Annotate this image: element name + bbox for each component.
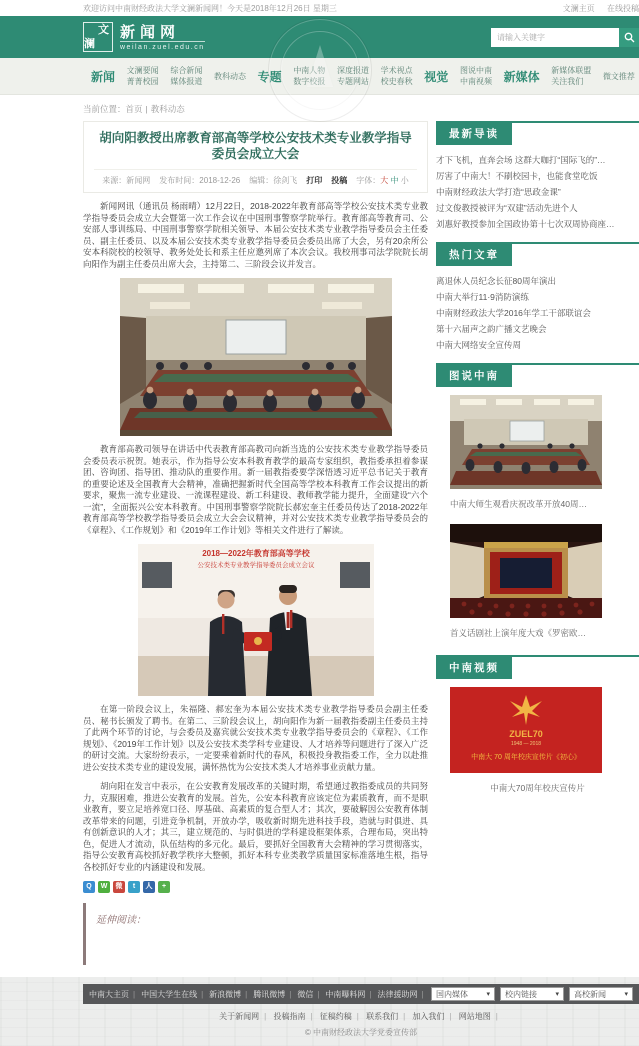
share-tencent-weibo-icon[interactable]: t — [128, 881, 140, 893]
search-button[interactable] — [619, 28, 639, 47]
latest-item[interactable]: 过文俊教授被评为“双建”活动先进个人 — [436, 203, 578, 213]
article-column — [83, 121, 428, 965]
nav-sub-digital-paper[interactable]: 数字校报 — [293, 77, 326, 86]
share-weibo-icon[interactable]: 微 — [113, 881, 125, 893]
search-input[interactable] — [491, 28, 619, 47]
latest-reads-section — [436, 121, 639, 232]
article-paragraph-1: 新闻网讯（通讯员 杨雨晴）12月22日，2018-2022年教育部高等学校公安技术类专业教学指导委员会成立大会暨第一次工作会议在中国刑事警察学院举行。教育部高等教育司、公安部人事训练局、中国刑事警察学院相关领导、本届公安技术类专业教学指导委员会主任委员、副主任委员、以及本届公安技术类专业教学指导委员会委员出席了大会，另有20余所公安本科院校的校领导、教务处处长和系主任应邀列席了本次会议。我校刑事司法学院院长胡向阳作为副主任委员出席大会，主持第二、三阶段会议并发言。 — [83, 201, 428, 269]
svg-text:中南大 70 周年校庆宣传片《初心》: 中南大 70 周年校庆宣传片《初心》 — [471, 754, 581, 761]
chevron-down-icon: ▾ — [555, 991, 559, 998]
video-card[interactable] — [450, 687, 639, 778]
footer-secondary-links — [83, 1011, 639, 1022]
search-bar — [491, 28, 639, 47]
article-photo-conference — [120, 278, 392, 436]
video-caption[interactable]: 中南大70周年校庆宣传片 — [490, 783, 585, 793]
picture-card-meeting[interactable] — [450, 395, 639, 494]
nav-sub-general-news[interactable]: 综合新闻 — [170, 66, 203, 75]
sidebar — [436, 121, 639, 810]
footer-link[interactable]: 中国大学生在线 | — [141, 989, 207, 1000]
contribute-button[interactable]: 投稿 — [331, 176, 348, 185]
wenlan-home-link[interactable]: 文澜主页 — [562, 3, 595, 13]
footer-link[interactable]: 微信 | — [297, 989, 323, 1000]
nav-sub-alliance[interactable]: 新媒体联盟 — [551, 66, 592, 75]
article-source: 新闻网 — [126, 176, 151, 185]
campus-links-dropdown[interactable]: 校内链接 ▾ — [500, 987, 564, 1001]
hot-item[interactable]: 中南大举行11·9消防演练 — [436, 292, 529, 302]
hot-articles-heading: 热门文章 — [436, 244, 512, 266]
latest-item[interactable]: 才下飞机，直奔会场 这群大咖打“国际飞的”… — [436, 155, 606, 165]
svg-text:公安技术类专业教学指导委员会成立会议: 公安技术类专业教学指导委员会成立会议 — [197, 562, 314, 569]
breadcrumb-home[interactable]: 首页 — [125, 104, 143, 114]
nav-item-newmedia[interactable]: 新媒体 — [503, 69, 540, 84]
nav-sub-follow-us[interactable]: 关注我们 — [551, 77, 584, 86]
nav-sub-topic-sites[interactable]: 专题网站 — [336, 77, 369, 86]
footer-sitemap-link[interactable]: 网站地图 | — [459, 1012, 503, 1021]
nav-sub-indepth[interactable]: 深度报道 — [336, 66, 369, 75]
related-reading-title: 延伸阅读： — [96, 915, 146, 926]
site-domain: weilan.zuel.edu.cn — [120, 41, 205, 51]
share-more-icon[interactable]: + — [158, 881, 170, 893]
article-header — [83, 121, 428, 193]
latest-item[interactable]: 中南财经政法大学打造“思政金课” — [436, 187, 561, 197]
share-bar — [83, 881, 428, 893]
nav-group-topics-b — [337, 65, 369, 87]
nav-sub-teaching-research[interactable]: 教科动态 — [213, 71, 246, 81]
online-submission-link[interactable]: 在线投稿 — [607, 3, 639, 13]
nav-sub-people[interactable]: 中南人物 — [293, 66, 326, 75]
wenlan-logo-mark: 文 澜 — [83, 22, 113, 52]
nav-group-wechat — [603, 71, 635, 82]
article-paragraph-2: 教育部高教司领导在讲话中代表教育部高教司向新当选的公安技术类专业教学指导委员会委员表示祝贺。她表示，作为指导公安本科教育教学的最高专家组织，教指委承担着参谋团、咨询团、指导团、推动队的重要作用。新一届教指委要学深悟透习近平总书记关于教育的重要论述及全国教育大会精神，准确把握新时代全国高等学校本科教育工作会议提出的新要求，聚焦一流专业建设、一流课程建设、新工科建设、教师教学能力提升，全面建设“六个一流”，全面振兴公安本科教育。中国刑事警察学院院长郝宏奎主任委员传达了2018-2022年教育部高等学校教学指导委员会成立大会会议精神，并对公安技术类专业教学指导委员会的《章程》、《工作规划》和《2019年工作计划》等相关文件进行了解读。 — [83, 444, 428, 535]
video-section — [436, 655, 639, 800]
nav-item-news[interactable]: 新闻 — [91, 69, 116, 84]
nav-group-topics-c — [381, 65, 413, 87]
latest-item[interactable]: 厉害了中南大！不刷校园卡，也能食堂吃饭 — [436, 171, 598, 181]
video-thumb — [450, 687, 602, 773]
footer-link[interactable]: 腾讯微博 | — [253, 989, 295, 1000]
nav-group-news-c — [214, 71, 246, 82]
footer-contact-link[interactable]: 联系我们 | — [366, 1012, 410, 1021]
svg-text:1948 — 2018: 1948 — 2018 — [510, 741, 542, 747]
footer-link[interactable]: 新浪微博 | — [209, 989, 251, 1000]
latest-item[interactable]: 刘惠好教授参加全国政协第十七次双周协商座… — [436, 219, 615, 229]
nav-sub-campus[interactable]: 菁菁校园 — [126, 77, 159, 86]
footer-about-link[interactable]: 关于新闻网 | — [219, 1012, 271, 1021]
site-header — [0, 16, 639, 58]
article-title: 胡向阳教授出席教育部高等学校公安技术类专业教学指导委员会成立大会 — [94, 130, 417, 170]
related-reading-box — [83, 903, 428, 965]
nav-sub-videos[interactable]: 中南视频 — [459, 77, 492, 86]
editor-name: 徐剑飞 — [273, 176, 298, 185]
picture-caption-meeting[interactable]: 中南大师生观看庆祝改革开放40周… — [450, 499, 587, 509]
article-body — [83, 201, 428, 873]
article-meta: 来源：新闻网 发布时间：2018-12-26 编辑：徐剑飞 打印 投稿 字体：大 中 小 — [102, 176, 409, 185]
site-logo[interactable] — [83, 22, 205, 52]
picture-caption-theater[interactable]: 首义话剧社上演年度大戏《罗密欧… — [450, 628, 587, 638]
chevron-down-icon: ▾ — [624, 991, 628, 998]
picture-card-theater[interactable] — [450, 524, 639, 623]
publish-time: 2018-12-26 — [199, 176, 241, 185]
footer-link[interactable]: 法律援助网 | — [377, 989, 427, 1000]
chevron-down-icon: ▾ — [486, 991, 490, 998]
nav-sub-pictures[interactable]: 图说中南 — [459, 66, 492, 75]
article-photo-award — [138, 544, 374, 696]
svg-text:2018—2022年教育部高等学校: 2018—2022年教育部高等学校 — [201, 549, 310, 558]
article-paragraph-3: 在第一阶段会议上，朱福隆、郝宏奎为本届公安技术类专业教学指导委员会副主任委员、秘书长颁发了聘书。在第二、三阶段会议上，胡向阳作为新一届教指委副主任委员主持了此两个环节的讨论，与会委员及嘉宾就公安技术类专业教学指导委员会的《章程》、《工作规划》、《2019年工作计划》以及公安技术类学科专业建设、人才培养等问题进行了深入广泛的研讨交流。大家纷纷表示，一定要乘着新时代的春风，积极投身教指委工作，全力以赴推进公安技术类专业的建设发展，满怀热忱为公安技术类人才培养事业贡献力量。 — [83, 704, 428, 772]
site-name: 新闻网 — [120, 23, 181, 41]
copyright-text: © 中南财经政法大学党委宣传部 — [304, 1028, 418, 1037]
svg-text:ZUEL70: ZUEL70 — [509, 729, 543, 739]
footer-links-bar — [83, 984, 639, 1004]
nav-group-topics-a — [293, 65, 325, 87]
hot-item[interactable]: 中南大网络安全宣传周 — [436, 340, 522, 350]
media-select-dropdown[interactable]: 国内媒体 ▾ — [431, 987, 495, 1001]
latest-reads-heading: 最新导读 — [436, 123, 512, 145]
footer — [0, 977, 639, 1046]
topbar-links — [553, 3, 639, 14]
nav-sub-history[interactable]: 校史春秋 — [380, 77, 413, 86]
pictures-section — [436, 363, 639, 645]
font-size-small-button[interactable]: 小 — [400, 176, 409, 185]
main-nav — [0, 58, 639, 95]
nav-group-newmedia — [551, 65, 591, 87]
footer-submission-guide-link[interactable]: 投稿指南 | — [273, 1012, 317, 1021]
font-size-large-button[interactable]: 大 — [380, 176, 389, 185]
breadcrumb: 当前位置：首页 | 教科动态 — [83, 104, 185, 114]
hot-item[interactable]: 第十六届声之韵广播文艺晚会 — [436, 324, 547, 334]
pictures-heading: 图说中南 — [436, 365, 512, 387]
nav-group-visual — [460, 65, 492, 87]
font-size-medium-button[interactable]: 中 — [390, 176, 399, 185]
breadcrumb-current: 教科动态 — [150, 104, 185, 114]
nav-sub-academic-view[interactable]: 学术视点 — [380, 66, 413, 75]
footer-link[interactable]: 中南曝料网 | — [325, 989, 375, 1000]
nav-item-visual[interactable]: 视觉 — [424, 69, 449, 84]
top-utility-bar — [0, 0, 639, 16]
footer-join-link[interactable]: 加入我们 | — [412, 1012, 456, 1021]
nav-group-news-a — [127, 65, 159, 87]
hot-item[interactable]: 离退休人员纪念长征80周年演出 — [436, 276, 556, 286]
nav-group-news-b — [170, 65, 202, 87]
video-heading: 中南视频 — [436, 657, 512, 679]
nav-sub-wechat-recommend[interactable]: 微文推荐 — [602, 71, 635, 81]
footer-solicitation-link[interactable]: 征稿约稿 | — [320, 1012, 364, 1021]
search-icon — [624, 32, 635, 43]
welcome-text: 欢迎访问中南财经政法大学文澜新闻网！今天是2018年12月26日 星期三 — [83, 3, 337, 13]
hot-item[interactable]: 中南财经政法大学2016年学工干部联谊会 — [436, 308, 591, 318]
picture-thumb-meeting — [450, 395, 602, 489]
share-wechat-icon[interactable]: W — [98, 881, 110, 893]
hot-articles-section — [436, 242, 639, 353]
footer-selects — [431, 987, 633, 1001]
nav-sub-media-report[interactable]: 媒体报道 — [170, 77, 203, 86]
nav-sub-wenlan-news[interactable]: 文澜要闻 — [126, 66, 159, 75]
picture-thumb-theater — [450, 524, 602, 618]
share-qzone-icon[interactable]: Q — [83, 881, 95, 893]
university-news-dropdown[interactable]: 高校新闻 ▾ — [569, 987, 633, 1001]
print-button[interactable]: 打印 — [306, 176, 323, 185]
share-renren-icon[interactable]: 人 — [143, 881, 155, 893]
footer-link[interactable]: 中南大主页 | — [89, 989, 139, 1000]
nav-item-topics[interactable]: 专题 — [257, 69, 282, 84]
article-paragraph-4: 胡向阳在发言中表示，在公安教育发展改革的关键时期，希望通过教指委成员的共同努力，克服困难，推进公安教育的发展。首先，公安本科教育应该定位为素质教育，而不是职业教育，要立足培养宽口径、厚基础、高素质的复合型人才；其次，要破解因公安教育体制改革带来的问题，引进竞争机制，开放办学，吸收新时期先进科技手段，造就与时俱进、具有创新意识的人才；其三，建立规范的、与时俱进的学科建设框架体系，合理布局，突出特色，促进人才流动，队伍结构的多元化。最后，要抓好全国教育大会精神的学习贯彻落实，指导公安教育高校抓好教学秩序大整顿，抓好本科专业类教学质量国家标准落地生根，指导各校抓好专业的内涵建设和发展。 — [83, 781, 428, 872]
